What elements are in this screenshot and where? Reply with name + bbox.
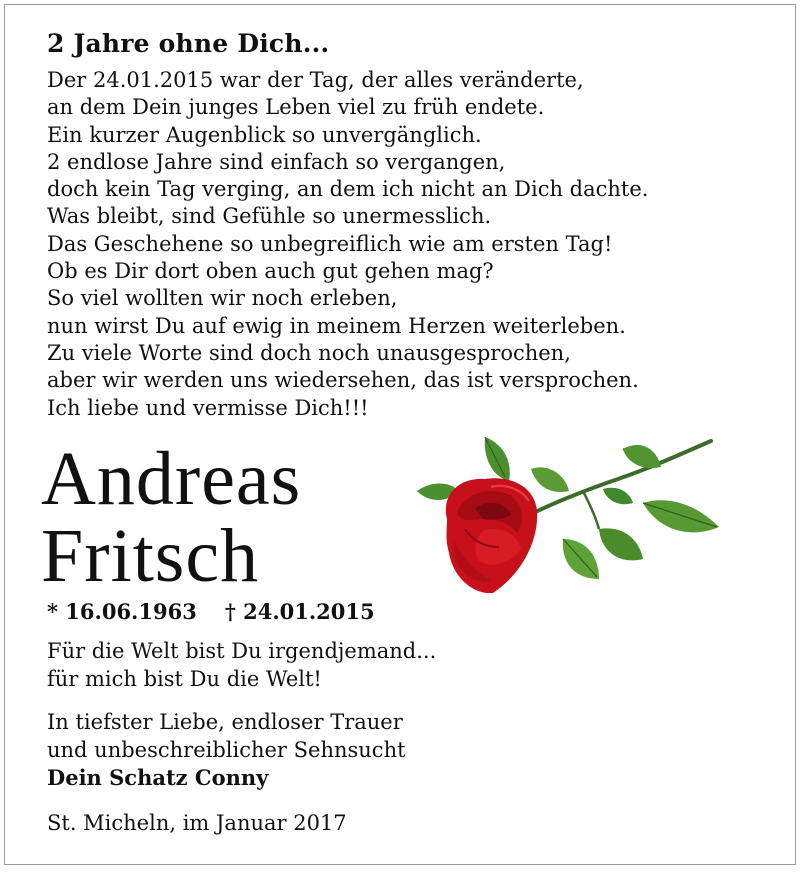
- poem-line: doch kein Tag verging, an dem ich nicht an Dich dachte.: [47, 177, 649, 202]
- poem-line: an dem Dein junges Leben viel zu früh endete.: [47, 95, 545, 120]
- obituary-notice: [4, 4, 796, 865]
- poem: [47, 67, 648, 422]
- poem-line: aber wir werden uns wiedersehen, das ist versprochen.: [47, 368, 639, 393]
- mourning-line: und unbeschreiblicher Sehnsucht: [47, 738, 406, 762]
- notice-heading: 2 Jahre ohne Dich...: [47, 29, 330, 58]
- birth-date: * 16.06.1963: [47, 599, 197, 624]
- poem-line: Zu viele Worte sind doch noch unausgesprochen,: [47, 340, 571, 365]
- poem-line: Ob es Dir dort oben auch gut gehen mag?: [47, 259, 494, 284]
- place-date: St. Micheln, im Januar 2017: [47, 811, 347, 835]
- red-rose-icon: [413, 429, 733, 608]
- deceased-last-name: Fritsch: [41, 514, 260, 598]
- poem-line: Das Geschehene so unbegreiflich wie am ersten Tag!: [47, 231, 613, 256]
- mourning-text: [47, 708, 406, 792]
- mourning-line: In tiefster Liebe, endloser Trauer: [47, 710, 403, 734]
- poem-line: Was bleibt, sind Gefühle so unermesslich.: [47, 204, 492, 229]
- quote-line: für mich bist Du die Welt!: [47, 667, 322, 691]
- signature: Dein Schatz Conny: [47, 765, 269, 790]
- life-dates: [47, 599, 375, 624]
- poem-line: 2 endlose Jahre sind einfach so vergangen,: [47, 149, 506, 174]
- death-date: † 24.01.2015: [224, 599, 375, 624]
- deceased-first-name: Andreas: [41, 437, 302, 521]
- poem-line: Ein kurzer Augenblick so unvergänglich.: [47, 122, 482, 147]
- poem-line: nun wirst Du auf ewig in meinem Herzen weiterleben.: [47, 313, 626, 338]
- poem-line: So viel wollten wir noch erleben,: [47, 286, 398, 311]
- quote: [47, 637, 436, 693]
- quote-line: Für die Welt bist Du irgendjemand...: [47, 639, 437, 663]
- poem-line: Der 24.01.2015 war der Tag, der alles veränderte,: [47, 68, 584, 92]
- poem-line: Ich liebe und vermisse Dich!!!: [47, 395, 369, 420]
